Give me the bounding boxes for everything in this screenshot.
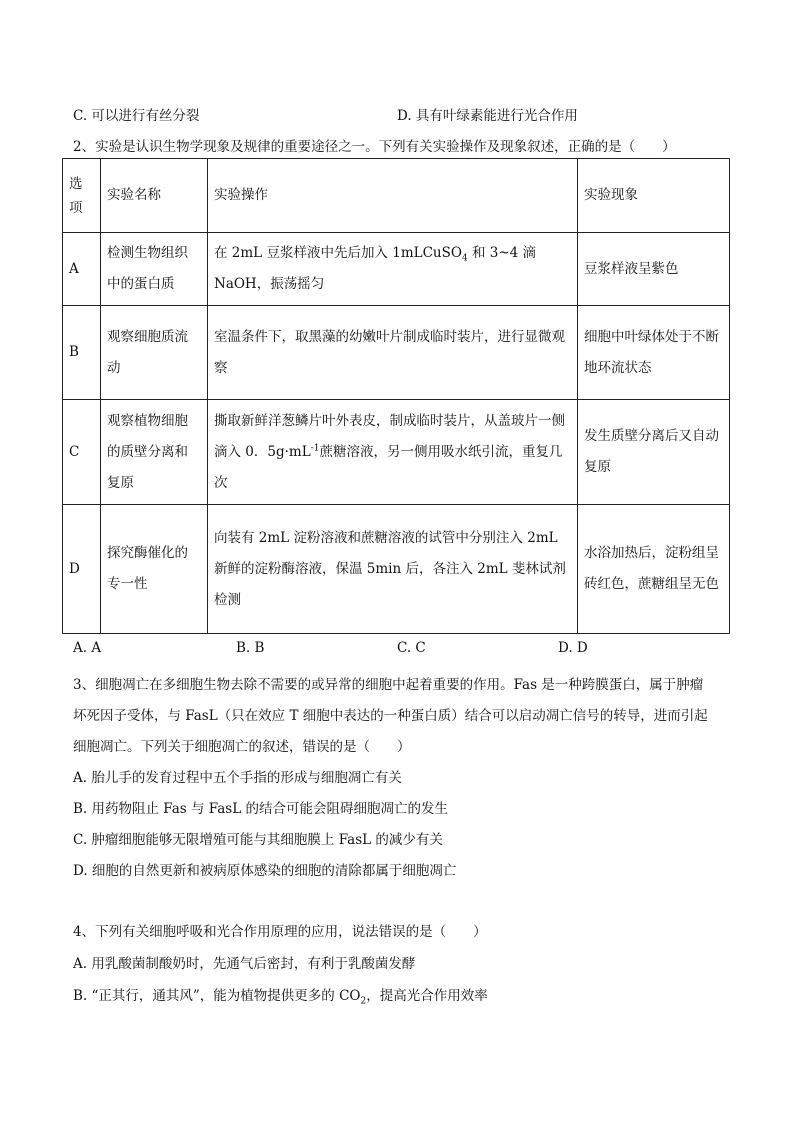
row-operation [208, 233, 578, 306]
operation-text-cont: 蔗糖溶液，另一侧用吸水纸引流，重复几次 [214, 443, 563, 491]
subscript: 4 [461, 253, 468, 264]
q4-stem: 4、下列有关细胞呼吸和光合作用原理的应用，说法错误的是（ ） [73, 924, 487, 940]
q4-option-a: A. 用乳酸菌制酸奶时，先通气后密封，有利于乳酸菌发酵 [73, 956, 416, 972]
header-name: 实验名称 [101, 159, 208, 233]
superscript: -1 [310, 443, 320, 453]
q3-stem-line-2: 坏死因子受体，与 FasL（只在效应 T 细胞中表达的一种蛋白质）结合可以启动凋亡信号的转导，进而引起 [73, 708, 708, 724]
row-option: B [63, 306, 101, 400]
header-option: 选项 [63, 159, 101, 233]
q3-option-b: B. 用药物阻止 Fas 与 FasL 的结合可能会阻碍细胞凋亡的发生 [73, 801, 448, 817]
q2-answer-b: B. B [236, 640, 265, 656]
q4-option-b-text-cont: ，提高光合作用效率 [366, 988, 488, 1004]
q3-option-c: C. 肿瘤细胞能够无限增殖可能与其细胞膜上 FasL 的减少有关 [73, 832, 443, 848]
q4-option-b-text: B. “正其行，通其风”，能为植物提供更多的 CO [73, 988, 361, 1004]
table-row [63, 505, 730, 634]
row-name: 探究酶催化的专一性 [101, 505, 208, 634]
operation-text: 在 2mL 豆浆样液中先后加入 1mLCuSO [214, 245, 462, 261]
operation-text: 撕取新鲜洋葱鳞片叶外表皮，制成临时装片，从盖玻片一侧滴入 0．5g·mL [214, 412, 565, 460]
row-operation: 室温条件下，取黑藻的幼嫩叶片制成临时装片，进行显微观察 [208, 306, 578, 400]
row-name: 观察植物细胞的质壁分离和复原 [101, 400, 208, 505]
row-option: D [63, 505, 101, 634]
q1-option-c: C. 可以进行有丝分裂 [73, 108, 200, 124]
row-name: 检测生物组织中的蛋白质 [101, 233, 208, 306]
row-phenomenon: 豆浆样液呈紫色 [578, 233, 730, 306]
row-name: 观察细胞质流动 [101, 306, 208, 400]
row-option: A [63, 233, 101, 306]
table-row [63, 400, 730, 505]
q3-stem-line-3: 细胞凋亡。下列关于细胞凋亡的叙述，错误的是（ ） [73, 739, 411, 755]
q2-answer-c: C. C [397, 640, 426, 656]
table-header-row [63, 159, 730, 233]
q3-stem-line-1: 3、细胞凋亡在多细胞生物去除不需要的或异常的细胞中起着重要的作用。Fas 是一种跨膜蛋白，属于肿瘤 [73, 677, 704, 693]
row-phenomenon: 水浴加热后，淀粉组呈砖红色，蔗糖组呈无色 [578, 505, 730, 634]
row-option: C [63, 400, 101, 505]
q2-answer-a: A. A [73, 640, 102, 656]
subscript: 2 [360, 996, 367, 1007]
row-operation: 向装有 2mL 淀粉溶液和蔗糖溶液的试管中分别注入 2mL 新鲜的淀粉酶溶液，保温 5min 后，各注入 2mL 斐林试剂检测 [208, 505, 578, 634]
q4-option-b [73, 984, 488, 1007]
experiment-table [62, 158, 730, 634]
q2-stem: 2、实验是认识生物学现象及规律的重要途径之一。下列有关实验操作及现象叙述，正确的是（ ） [73, 139, 676, 155]
q3-option-d: D. 细胞的自然更新和被病原体感染的细胞的清除都属于细胞凋亡 [73, 863, 457, 879]
q2-answer-d: D. D [558, 640, 588, 656]
row-operation [208, 400, 578, 505]
row-phenomenon: 发生质壁分离后又自动复原 [578, 400, 730, 505]
header-phenomenon: 实验现象 [578, 159, 730, 233]
table-row [63, 306, 730, 400]
table-row [63, 233, 730, 306]
q3-option-a: A. 胎儿手的发育过程中五个手指的形成与细胞凋亡有关 [73, 770, 402, 786]
q1-option-d: D. 具有叶绿素能进行光合作用 [397, 108, 578, 124]
header-operation: 实验操作 [208, 159, 578, 233]
row-phenomenon: 细胞中叶绿体处于不断地环流状态 [578, 306, 730, 400]
operation-text-cont: 和 3~4 滴 NaOH，振荡摇匀 [214, 245, 537, 292]
